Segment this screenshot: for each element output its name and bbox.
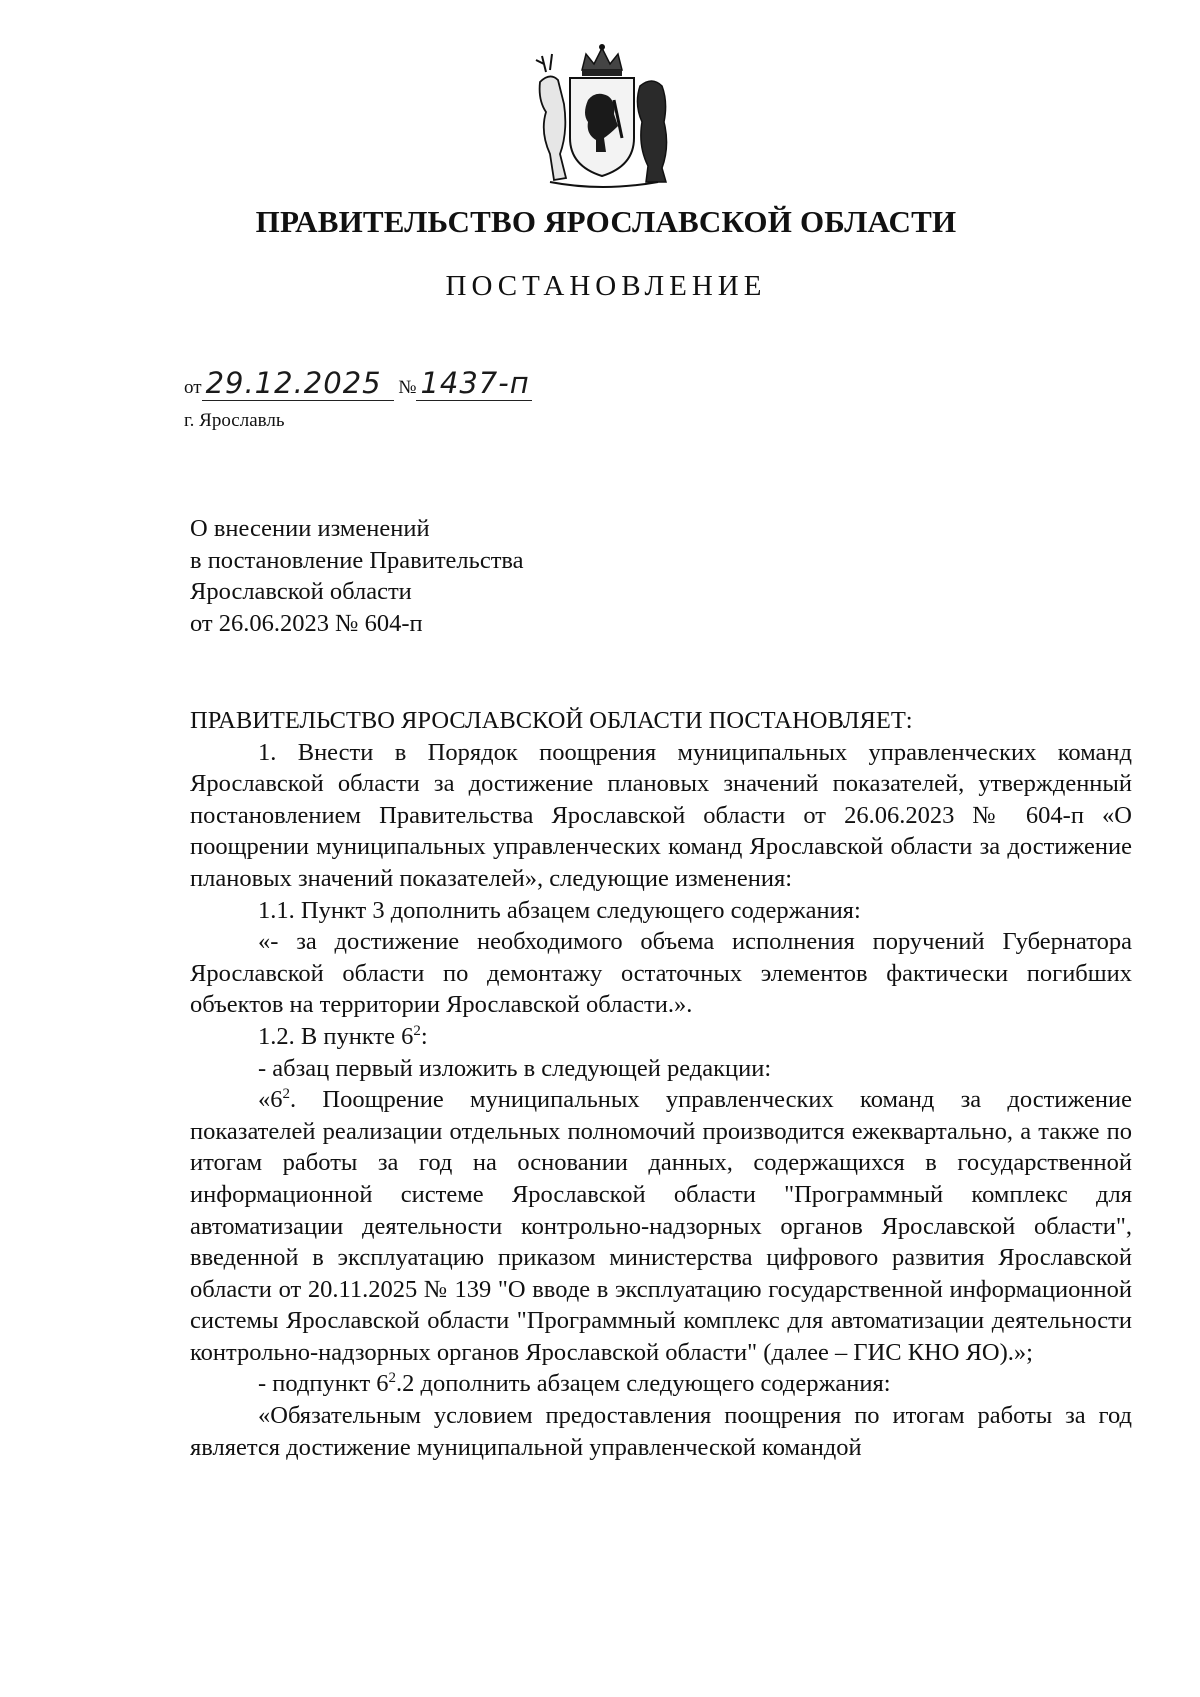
paragraph-mandatory-condition: «Обязательным условием предоставления поощрения по итогам работы за год является достижение муниципальной управленческой командой <box>190 1402 1132 1461</box>
subject-line-2: в постановление Правительства <box>190 546 524 574</box>
paragraph-subitem <box>190 1368 1132 1400</box>
paragraph-item-1-2 <box>190 1021 1132 1053</box>
item-1-2-text: 1.2. В пункте 6 <box>258 1022 414 1050</box>
paragraph-item-1: 1. Внести в Порядок поощрения муниципальных управленческих команд Ярославской области за достижение плановых значений показателей, утвержденный постановлением Правительства Ярославской области от 26.06.2023 № 604-п «О поощрении муниципальных управленческих команд Ярославской области за достижение плановых значений показателей», следующие изменения: <box>190 738 1132 892</box>
resolves-heading: ПРАВИТЕЛЬСТВО ЯРОСЛАВСКОЙ ОБЛАСТИ ПОСТАНОВЛЯЕТ: <box>190 707 913 734</box>
paragraph-new-wording <box>190 1084 1132 1368</box>
paragraph-item-1-1: 1.1. Пункт 3 дополнить абзацем следующего содержания: <box>258 896 861 924</box>
government-title: ПРАВИТЕЛЬСТВО ЯРОСЛАВСКОЙ ОБЛАСТИ <box>255 204 957 239</box>
coat-of-arms-emblem <box>530 42 675 192</box>
document-type-title: ПОСТАНОВЛЕНИЕ <box>445 270 767 302</box>
new-wording-open: «6 <box>258 1086 283 1114</box>
subject-line-1: О внесении изменений <box>190 515 430 542</box>
handwritten-date: 29.12.2025 <box>205 366 382 400</box>
document-body <box>190 705 1132 1463</box>
subitem-text-b: .2 дополнить абзацем следующего содержания: <box>396 1370 891 1398</box>
subject-line-3: Ярославской области <box>190 578 412 606</box>
new-wording-text: . Поощрение муниципальных управленческих команд за достижение показателей реализации отдельных полномочий производится ежеквартально, а также по итогам работы за год на основании данных, содержащихся в государственной информационной системе Ярославской области "Программный комплекс для автоматизации деятельности контрольно-надзорных органов Ярославской области", введенной в эксплуатацию приказом министерства цифрового развития Ярославской области от 20.11.2025 № 139 "О вводе в эксплуатацию государственной информационной системы Ярославской области "Программный комплекс для автоматизации деятельности контрольно-надзорных органов Ярославской области" (далее – ГИС КНО ЯО).»; <box>190 1086 1132 1366</box>
handwritten-number: 1437-п <box>420 366 530 400</box>
item-1-2-superscript: 2 <box>413 1022 421 1039</box>
subject-line-4: от 26.06.2023 № 604-п <box>190 609 423 637</box>
subitem-text-a: - подпункт 6 <box>258 1370 389 1398</box>
item-1-2-colon: : <box>420 1022 428 1050</box>
date-from-label: от <box>184 377 202 398</box>
paragraph-first-abzac: - абзац первый изложить в следующей редакции: <box>258 1054 772 1082</box>
new-wording-superscript: 2 <box>282 1085 290 1102</box>
document-subject <box>190 513 524 639</box>
date-number-line <box>184 366 532 401</box>
city-label: г. Ярославль <box>184 410 285 431</box>
paragraph-quote-1-1: «- за достижение необходимого объема исполнения поручений Губернатора Ярославской области по демонтажу остаточных элементов фактически погибших объектов на территории Ярославской области.». <box>190 928 1132 1019</box>
subitem-superscript: 2 <box>388 1370 397 1387</box>
number-label: № <box>398 377 417 398</box>
coat-of-arms-icon <box>530 42 675 192</box>
